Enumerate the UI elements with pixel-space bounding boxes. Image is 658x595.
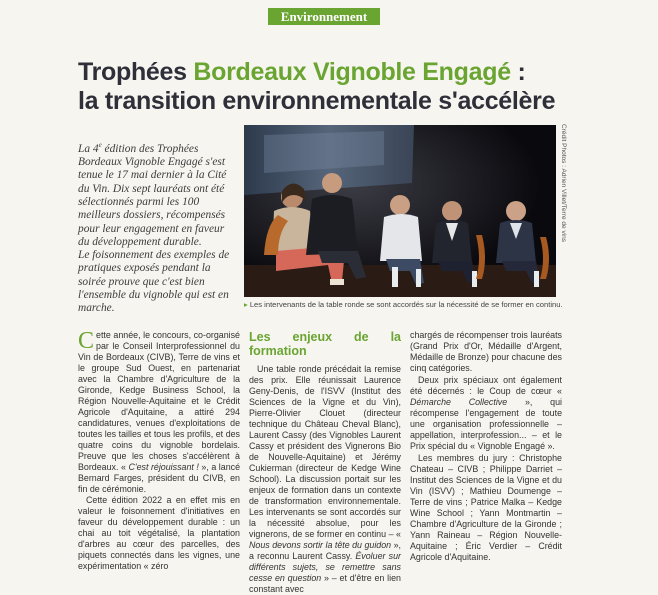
photo-credit	[558, 124, 568, 296]
body-text: », qui récompense l'engagement de toute une organisation professionnelle – appellation, interprofession... – et le Prix spécial du « Vignoble Engagé ».	[410, 397, 562, 451]
body-paragraph	[78, 330, 240, 495]
body-paragraph: Cette édition 2022 a en effet mis en valeur le foisonnement d'initiatives en faveur du développement durable : un chai au toit végétalisé, la plantation d'arbres au cœur des parcelles, des piquets connectés dans les vignes, une expérimentation « zéro	[78, 495, 240, 571]
body-text: Une table ronde précédait la remise des prix. Elle réunissait Laurence Geny-Denis, de l'ISVV (Institut des Sciences de la Vigne et du Vin), Pierre-Olivier Clouet (directeur technique du Château Cheval Blanc), Laurent Cassy (des Vignobles Laurent Cassy et président des Vignerons Bio de Nouvelle-Aquitaine) et Jérémy Cukierman (directeur de Kedge Wine School). La discussion portait sur les enjeux de formation dans un contexte de transformation environnementale. Les intervenants se sont accordés sur la nécessité absolue, pour les vignerons, de se former en continu – «	[249, 364, 401, 539]
lead-paragraph-2: Le foisonnement des exemples de pratiques exposés pendant la soirée prouve que c'est bien l'ensemble du vignoble qui est en marche.	[78, 249, 230, 315]
body-text: » – et d'être en lien constant avec	[249, 573, 401, 594]
body-quote: C'est réjouissant !	[128, 462, 199, 472]
lead-paragraph-1	[78, 139, 238, 249]
title-colon: :	[510, 58, 526, 86]
body-paragraph: Les membres du jury : Christophe Chateau – CIVB ; Philippe Darriet – Institut des Sciences de la Vigne et du Vin (ISVV) ; Mathieu Doumenge – Terre de vins ; Patrice Malka – Kedge Wine School ; Yann Montmartin – Chambre d'Agriculture de la Gironde ; Yann Raineau – Région Nouvelle-Aquitaine ; Éric Verdier – Crédit Agricole d'Aquitaine.	[410, 453, 562, 562]
article-title	[78, 58, 638, 116]
title-highlight: Bordeaux Vignoble Engagé	[193, 58, 511, 86]
section-rubric: Environnement	[268, 8, 380, 25]
body-quote: Évoluer sur différents sujets, se remettre sans cesse en question	[249, 551, 401, 583]
body-paragraph	[410, 375, 562, 452]
title-line2: la transition environnementale s'accélère	[78, 87, 556, 115]
body-paragraph	[249, 364, 401, 595]
body-paragraph: chargés de récompenser trois lauréats (Grand Prix d'Or, Médaille d'Argent, Médaille de Bronze) pour chacune des cinq catégories.	[410, 330, 562, 373]
lead-ordinal: e	[98, 141, 102, 149]
photo-credit-text: Crédit Photos : Adrien Villet/Terre de vins	[560, 124, 567, 243]
caption-triangle-icon: ▸	[244, 300, 248, 309]
body-text: Deux prix spéciaux ont également été décernés : le Coup de cœur «	[410, 375, 562, 396]
body-text: ette année, le concours, co-organisé par le Conseil Interprofessionnel du Vin de Bordeaux (CIVB), Terre de vins et le groupe Sud Ouest, en partenariat avec la Chambre d'Agriculture de la Gironde, Kedge Business School, la Région Nouvelle-Aquitaine et le Crédit Agricole d'Aquitaine, a attiré 294 candidatures, venues d'exploitations de toutes les tailles et tous les profils, et des quatre coins du vignoble bordelais. Preuve que les choses s'accélèrent à Bordeaux. «	[78, 330, 240, 472]
roundtable-photo-illustration	[244, 125, 556, 297]
caption-text: Les intervenants de la table ronde se sont accordés sur la nécessité de se former en continu.	[249, 300, 563, 309]
photo-caption	[244, 300, 574, 309]
body-text: », a reconnu Laurent Cassy.	[249, 540, 401, 561]
article-column-3	[410, 330, 562, 563]
section-subhead: Les enjeux de la formation	[249, 330, 401, 358]
article-column-2	[249, 330, 401, 595]
body-quote: Nous devons sortir la tête du guidon	[249, 540, 392, 550]
body-quote: Démarche Collective	[410, 397, 508, 407]
body-text: », a lancé Bernard Farges, président du CIVB, en fin de cérémonie.	[78, 462, 241, 494]
lead-text: La 4	[78, 142, 99, 155]
roundtable-photo	[244, 125, 556, 297]
article-column-1	[78, 330, 240, 572]
lead-text: édition des Trophées Bordeaux Vignoble Engagé s'est tenue le 17 mai dernier à la Cité du Vin. Dix sept lauréats ont été sélectionnés parmi les 100 meilleurs dossiers, récompensés pour leur engagement en faveur du développement durable.	[78, 142, 227, 248]
title-part1: Trophées	[78, 58, 194, 86]
article-lead	[78, 139, 238, 316]
drop-cap: C	[78, 328, 95, 354]
